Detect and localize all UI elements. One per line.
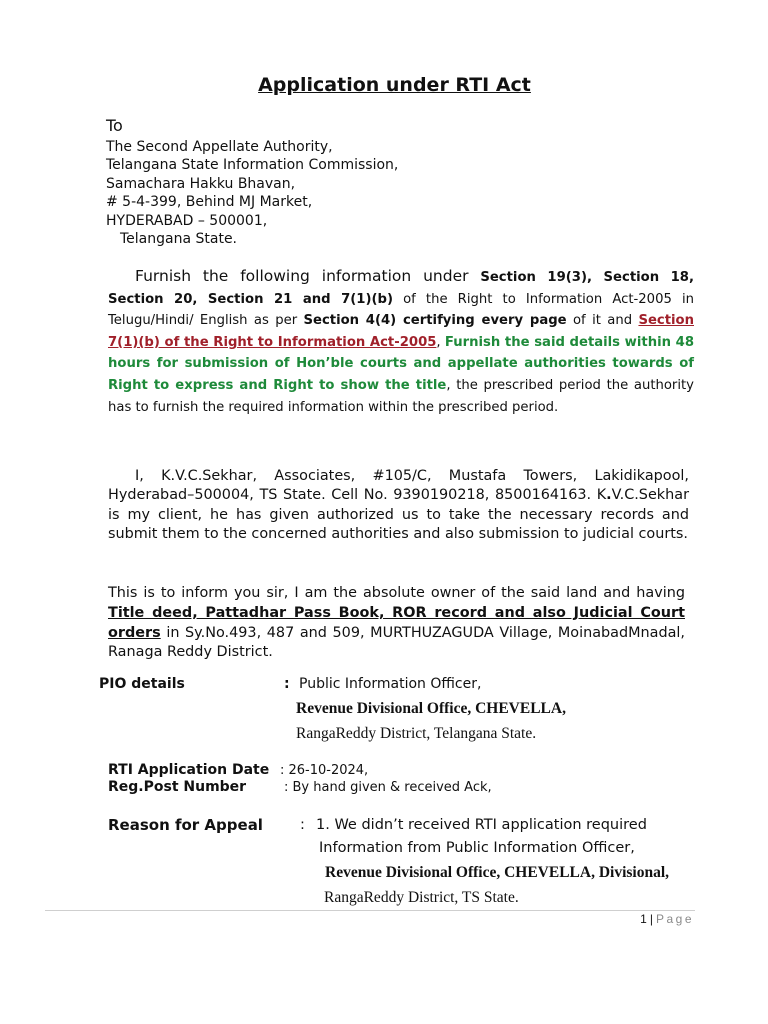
authorization-dot: . [606, 487, 612, 504]
authorization-text: V.C.Sekhar is my client, he has given authorized us to take the necessary records and submit them to the concerned authorities and also submission to judicial courts. [108, 487, 689, 543]
reason-line: Information from Public Information Officer, [319, 840, 635, 856]
pio-details-label: PIO details [99, 676, 185, 692]
rti-date-label: RTI Application Date [108, 762, 270, 778]
page-separator: | [649, 912, 653, 926]
pio-officer: Public Information Officer, [299, 676, 482, 692]
address-line: Samachara Hakku Bhavan, [106, 175, 296, 192]
request-deadline: Furnish the said details within 48 hours for submission of Hon’ble courts and appellate authorities towards of Right to express and Right to show the title [108, 334, 694, 393]
ownership-text: This is to inform you sir, I am the absolute owner of the said land and having [108, 585, 685, 601]
reason-district: RangaReddy District, TS State. [324, 889, 519, 906]
ownership-documents: Title deed, Pattadhar Pass Book, ROR record and also Judicial Court orders [108, 604, 685, 641]
reason-colon: : [300, 817, 305, 833]
document-title: Application under RTI Act [258, 74, 531, 96]
address-line: HYDERABAD – 500001, [106, 212, 268, 229]
request-sections: Section 19(3), Section 18, Section 20, Section 21 and 7(1)(b) [108, 270, 694, 307]
pio-district: RangaReddy District, Telangana State. [296, 725, 537, 742]
reason-for-appeal-label: Reason for Appeal [108, 816, 263, 834]
request-paragraph [108, 266, 694, 418]
address-line: Telangana State. [120, 231, 238, 248]
authorization-paragraph [108, 467, 689, 545]
request-text: of the Right to Information Act-2005 in Telugu/Hindi/ English as per [108, 291, 694, 329]
address-line: The Second Appellate Authority, [106, 139, 333, 155]
request-text: , [436, 334, 445, 350]
pio-colon: : [284, 676, 290, 692]
ownership-text: in Sy.No.493, 487 and 509, MURTHUZAGUDA Village, MoinabadMnadal, Ranaga Reddy District. [108, 624, 685, 661]
ownership-paragraph [108, 584, 685, 663]
rti-date-value: : 26-10-2024, [280, 763, 369, 778]
page-word: Page [655, 912, 694, 926]
reg-post-label: Reg.Post Number [108, 779, 247, 795]
address-line: Telangana State Information Commission, [106, 157, 399, 174]
address-salutation: To [106, 116, 123, 135]
address-line: # 5-4-399, Behind MJ Market, [106, 194, 313, 211]
reason-line: 1. We didn’t received RTI application required [316, 817, 647, 833]
footer-divider [45, 910, 695, 911]
recipient-address [106, 116, 398, 248]
pio-office: Revenue Divisional Office, CHEVELLA, [296, 700, 566, 717]
reg-post-value: : By hand given & received Ack, [284, 780, 492, 795]
authorization-text: I, K.V.C.Sekhar, Associates, #105/C, Mustafa Towers, Lakidikapool, Hyderabad–500004, TS State. Cell No. 9390190218, 8500164163. K [108, 468, 689, 504]
request-text: of it and [566, 313, 639, 329]
page-number: 1 [640, 912, 647, 926]
request-certification: Section 4(4) certifying every page [303, 313, 567, 329]
request-text: Furnish the following information under [135, 267, 481, 285]
request-text: , the prescribed period the authority has to furnish the required information within the prescribed period. [108, 377, 694, 415]
reason-office: Revenue Divisional Office, CHEVELLA, Divisional, [325, 864, 670, 881]
request-section-reference: Section 7(1)(b) of the Right to Information Act-2005 [108, 313, 694, 350]
page-footer [640, 912, 694, 926]
